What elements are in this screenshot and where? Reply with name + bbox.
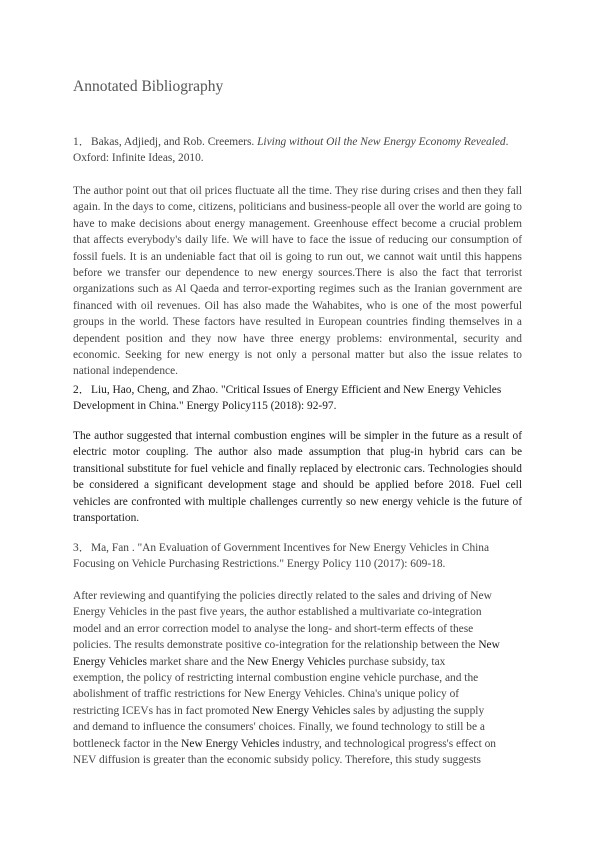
citation-line-2: Development in China." Energy Policy115 (2018): 92-97. [73, 400, 337, 412]
text-run: industry, and technological progress's effect on [279, 737, 496, 750]
annotation-line [73, 686, 522, 702]
annotation-line [73, 670, 522, 686]
text-run: bottleneck factor in the [73, 737, 182, 750]
highlighted-run: Energy Vehicles [73, 655, 147, 668]
text-run: Energy Vehicles in the past five years, the author established a multivariate co-integration [73, 606, 482, 619]
citation-line-2: Focusing on Vehicle Purchasing Restrictions." Energy Policy 110 (2017): 609-18. [73, 558, 446, 570]
text-run: model and an error correction model to analyse the long- and short-term effects of these [73, 622, 474, 635]
text-run: and demand to influence the consumers' choices. Finally, we found technology to still be a [73, 721, 485, 734]
bibliography-entry-1 [73, 134, 522, 380]
annotation-line [73, 719, 522, 735]
annotation-line [73, 604, 522, 620]
text-run: policies. The results demonstrate positive co-integration for the relationship between the [73, 639, 479, 652]
text-run: abolishment of traffic restrictions for New Energy Vehicles. China's unique policy of [73, 688, 460, 701]
citation-authors: Bakas, Adjiedj, and Rob. Creemers. [91, 136, 258, 148]
citation [73, 382, 522, 414]
annotation-line [73, 736, 522, 752]
bibliography-entry-3 [73, 540, 522, 768]
entry-number: 3． [73, 542, 91, 554]
citation-punct: . [505, 136, 509, 148]
highlighted-run: New Energy Vehicles [181, 737, 280, 750]
citation-line-1: Ma, Fan . "An Evaluation of Government Incentives for New Energy Vehicles in China [91, 542, 490, 554]
annotation-line [73, 752, 522, 768]
text-run: market share and the [146, 655, 248, 668]
annotation-line [73, 654, 522, 670]
annotation-paragraph: The author point out that oil prices fluctuate all the time. They rise during crises and then they fall again. In the days to come, citizens, politicians and business-people all over the world are going to have to make decisions about energy management. Greenhouse effect become a crucial problem that affects everybody's daily life. We will have to face the issue of reducing our consumption of fossil fuels. It is an undeniable fact that oil is going to run out, we cannot wait until this happens before we transfer our dependence to new energy sources.There is also the fact that terrorist organizations such as Al Qaeda and terror-exporting regimes such as the Iranian government are financed with oil revenues. Oil has also made the Wahabites, who is one of the most powerful groups in the world. These factors have resulted in European countries finding themselves in a dependent position and they now have three energy problems: environmental, security and economic. Seeking for new energy is not only a personal matter but also the issue relates to national independence. [73, 185, 522, 378]
annotation-line [73, 588, 522, 604]
entry-number: 1． [73, 136, 91, 148]
annotation-line [73, 621, 522, 637]
bibliography-entry-2 [73, 382, 522, 526]
annotation-paragraph [73, 588, 522, 768]
annotation-line [73, 703, 522, 719]
citation-publisher: Oxford: Infinite Ideas, 2010. [73, 152, 204, 164]
text-run: NEV diffusion is greater than the economic subsidy policy. Therefore, this study suggests [73, 754, 481, 767]
text-run: After reviewing and quantifying the policies directly related to the sales and driving of New [73, 590, 492, 602]
citation-title: Living without Oil the New Energy Economy Revealed [257, 136, 506, 148]
text-run: restricting ICEVs has in fact promoted [73, 704, 253, 717]
text-run: exemption, the policy of restricting internal combustion engine vehicle purchase, and the [73, 672, 479, 685]
highlighted-run: New Energy Vehicles [247, 655, 346, 668]
entry-number: 2． [73, 384, 91, 396]
highlighted-run: New Energy Vehicles [252, 704, 351, 717]
text-run: purchase subsidy, tax [345, 655, 446, 668]
annotation-line [73, 637, 522, 653]
page-title: Annotated Bibliography [73, 78, 224, 95]
annotation-paragraph: The author suggested that internal combustion engines will be simpler in the future as a result of electric motor coupling. The author also made assumption that plug-in hybrid cars can be transitional substitute for fuel vehicle and finally replaced by electronic cars. Technologies should be considered a significant development stage and should be applied before 2018. Fuel cell vehicles are confronted with multiple challenges currently so new energy vehicle is the future of transportation. [73, 430, 522, 525]
citation [73, 540, 522, 572]
citation [73, 134, 522, 166]
text-run: sales by adjusting the supply [350, 704, 485, 717]
highlighted-run: New [478, 639, 500, 652]
citation-line-1: Liu, Hao, Cheng, and Zhao. "Critical Issues of Energy Efficient and New Energy Vehicles [91, 384, 502, 396]
